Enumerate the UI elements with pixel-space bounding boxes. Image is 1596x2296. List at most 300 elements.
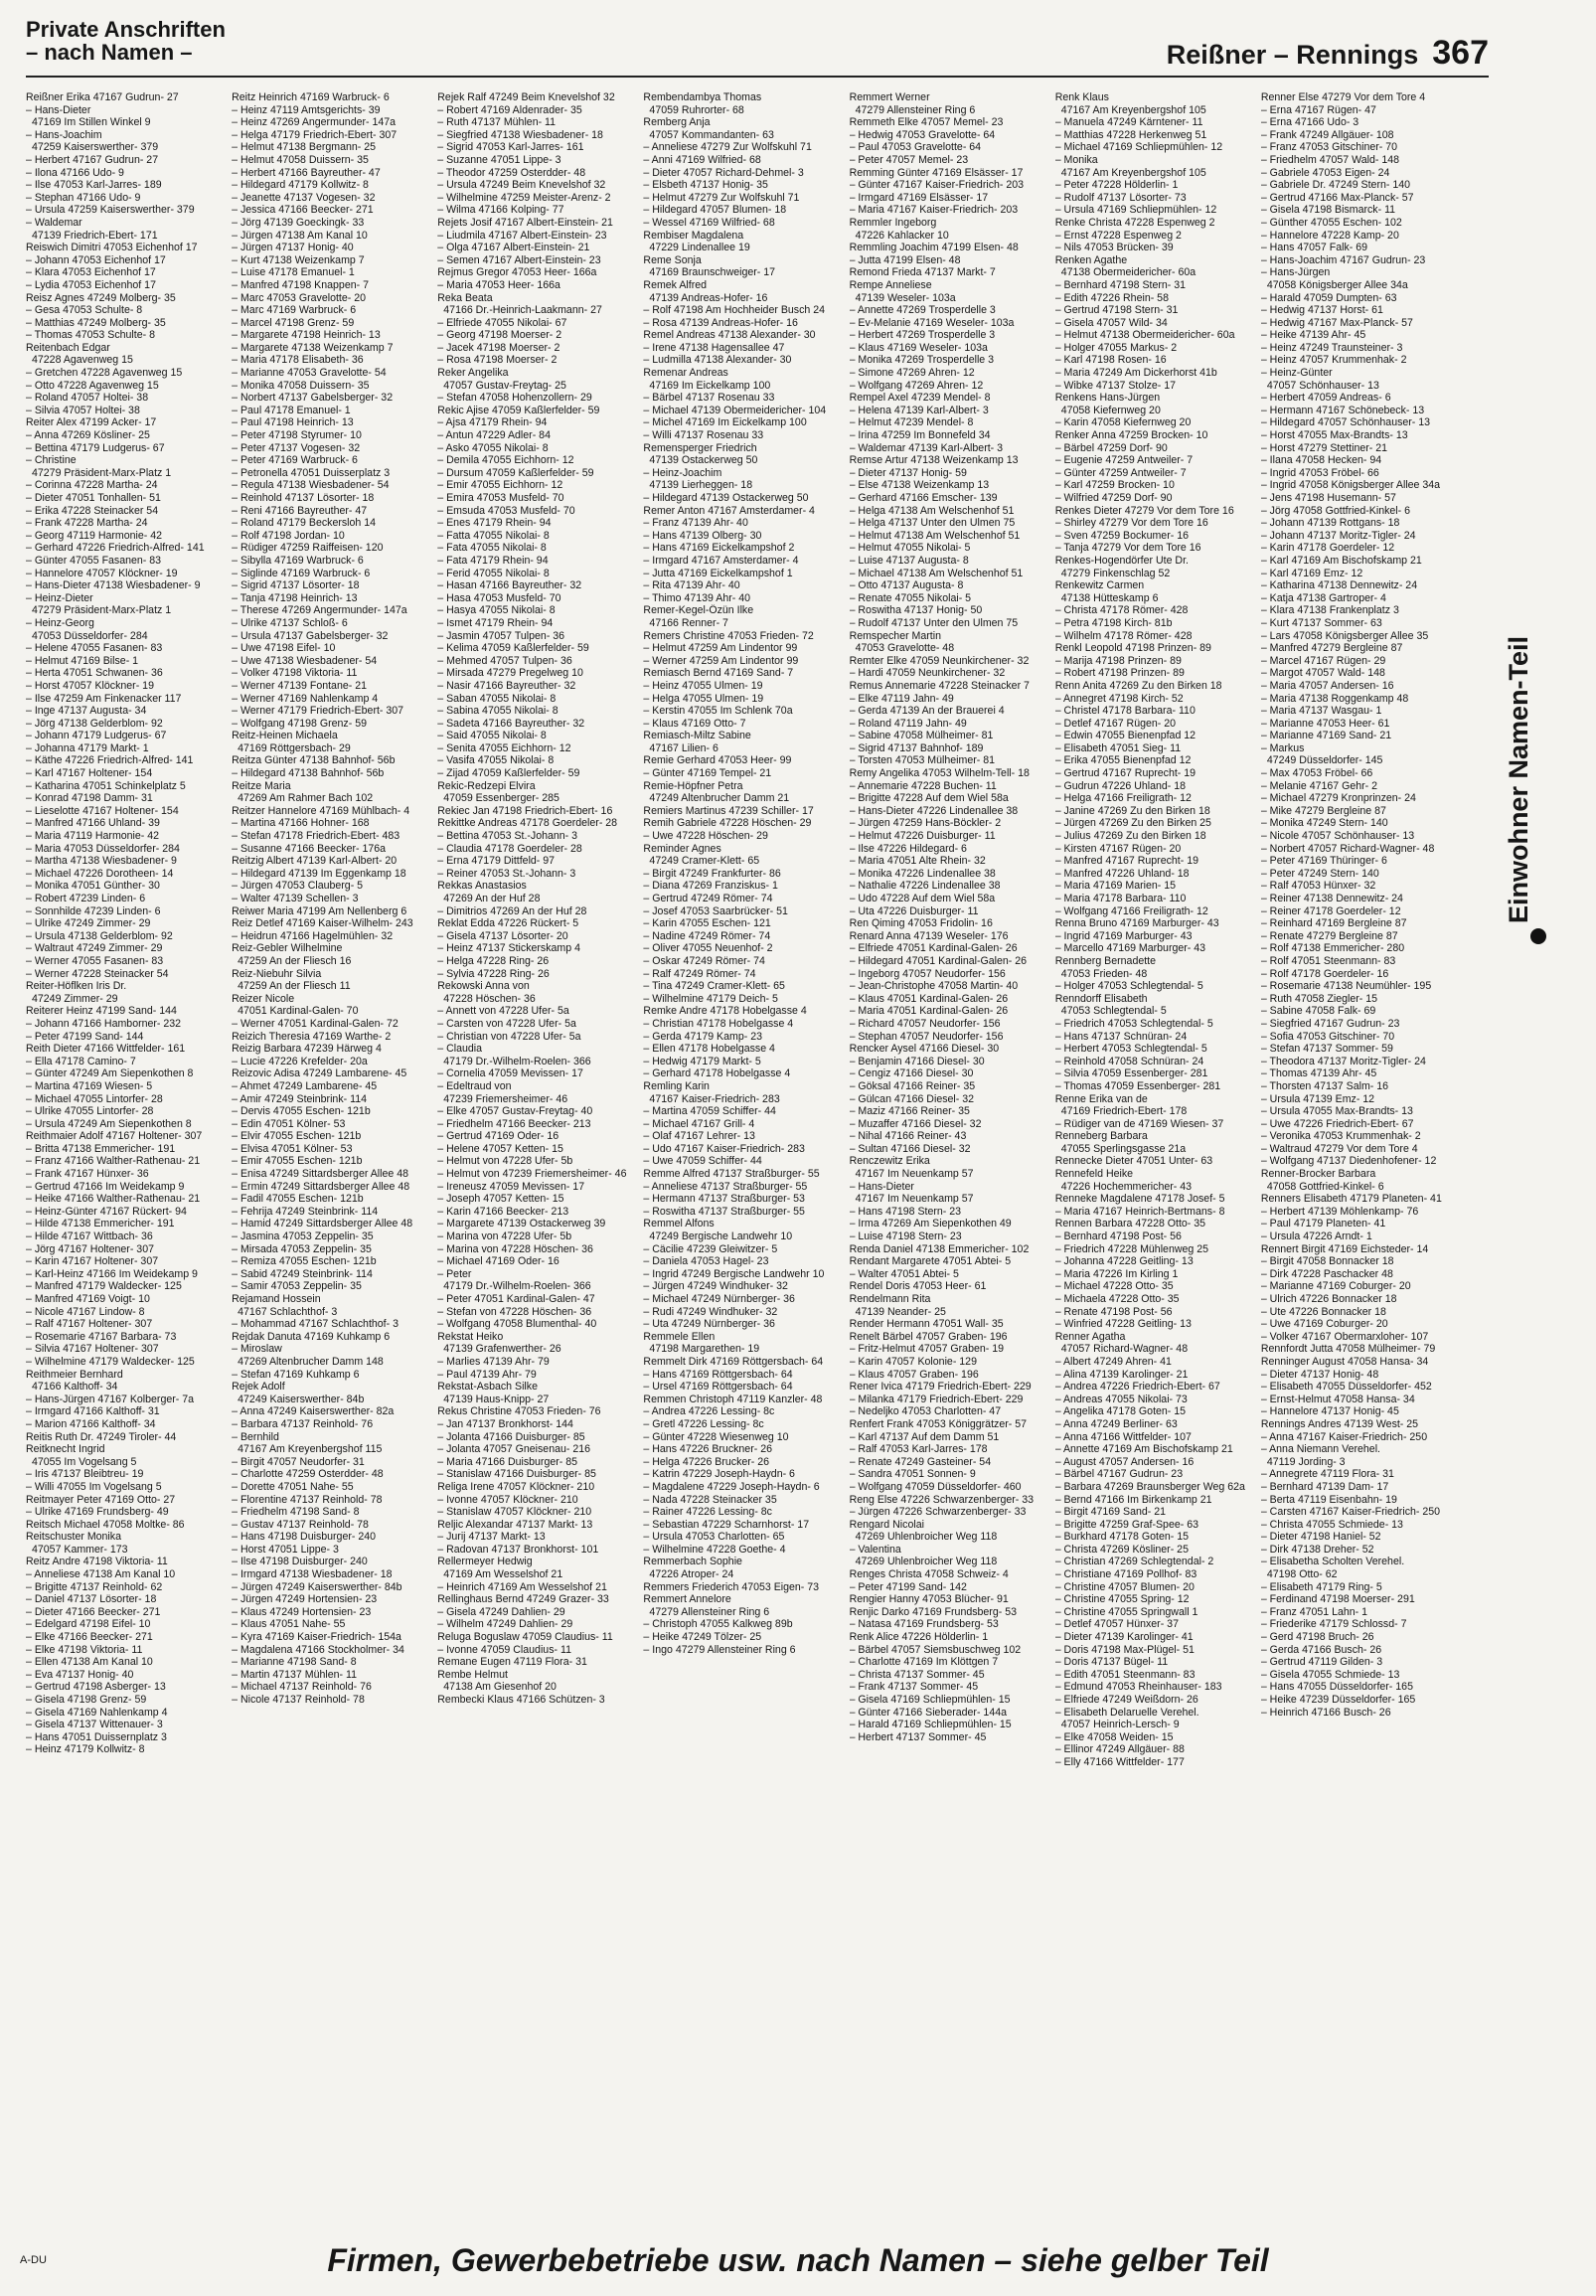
directory-entry: – Maria 47138 Roggenkamp 48 [1260,692,1409,705]
directory-entry: – Werner 47179 Friedrich-Ebert- 307 [232,705,404,718]
directory-entry: – Jutta 47169 Eickelkampshof 1 [643,567,793,579]
directory-entry: – Demila 47055 Eichhorn- 12 [437,454,574,467]
directory-entry: – Elvir 47055 Eschen- 121b [232,1130,362,1143]
directory-entry: – Rudi 47249 Windhuker- 32 [643,1305,778,1318]
directory-entry: – Frank 47228 Martha- 24 [26,517,148,530]
directory-entry: – Johanna 47228 Geitling- 13 [1054,1255,1194,1268]
directory-entry: – Zijad 47059 Kaßlerfelder- 59 [437,767,580,780]
directory-entry: – Nada 47228 Steinacker 35 [643,1493,777,1506]
directory-entry: 47167 Lilien- 6 [649,741,718,754]
directory-entry: – Herbert 47269 Trosperdelle 3 [849,329,996,342]
directory-entry: – Marina von 47228 Höschen- 36 [437,1242,593,1255]
directory-entry: – Barbara 47137 Reinhold- 76 [232,1417,374,1430]
directory-entry: – Miroslaw [232,1343,282,1356]
directory-entry: – Wessel 47169 Wilfried- 68 [643,216,775,229]
footer-note: Firmen, Gewerbebetriebe usw. nach Namen – siehe gelber Teil [327,2242,1269,2278]
directory-entry: 47167 Schlachthof- 3 [238,1305,338,1318]
directory-entry: – Ursula 47138 Gelderblom- 92 [26,929,173,942]
directory-entry: – Thomas 47139 Ahr- 45 [1260,1067,1377,1080]
directory-entry: – Gertrud 47166 Im Weidekamp 9 [26,1180,185,1193]
directory-entry: – Sofia 47053 Gitschiner- 70 [1260,1030,1395,1043]
directory-entry: – Renate 47249 Gasteiner- 54 [849,1455,992,1468]
directory-entry: – Fata 47055 Nikolai- 8 [437,542,547,555]
directory-entry: 47249 Düsseldorfer- 145 [1266,754,1383,767]
directory-entry: – Ursula 47226 Arndt- 1 [1260,1230,1372,1243]
directory-entry: – Dirk 47138 Dreher- 52 [1260,1543,1374,1556]
directory-entry: – Jörg 47138 Gelderblom- 92 [26,717,163,730]
directory-entry: – Wolfgang 47058 Blumenthal- 40 [437,1318,597,1331]
directory-entry: – Inge 47137 Augusta- 34 [26,705,147,718]
directory-entry: – Edeltraud von [437,1079,512,1092]
directory-entry: Renfert Frank 47053 Königgrätzer- 57 [849,1417,1027,1430]
directory-entry: – Wilhelmine 47179 Waldecker- 125 [26,1355,195,1368]
directory-entry: Reitz-Heinen Michaela [232,730,338,742]
directory-entry: – Gerhard 47178 Hobelgasse 4 [643,1067,791,1080]
directory-entry: – Andrea 47226 Lessing- 8c [643,1405,775,1418]
directory-entry: – Birgit 47057 Neudorfer- 31 [232,1455,365,1468]
directory-entry: – Charlotte 47259 Osterdder- 48 [232,1468,384,1481]
directory-entry: – Tanja 47279 Vor dem Tore 16 [1054,542,1201,555]
directory-entry: – Jacek 47198 Moerser- 2 [437,341,560,354]
directory-entry: – Heinz 47057 Krummenhak- 2 [1260,354,1407,367]
directory-entry: – Hilde 47167 Wittbach- 36 [26,1230,153,1243]
directory-entry: – Sadeta 47166 Bayreuther- 32 [437,717,585,730]
directory-entry: Reker Angelika [437,367,509,380]
directory-entry: – Max 47053 Fröbel- 66 [1260,767,1373,780]
directory-column [1055,91,1251,2159]
directory-entry: 47269 Am Rahmer Bach 102 [238,792,374,805]
directory-entry: 47058 Gottfried-Kinkel- 6 [1266,1180,1384,1193]
directory-entry: – Werner 47228 Steinacker 54 [26,967,169,980]
directory-entry: 47169 Im Eickelkamp 100 [649,379,771,392]
directory-entry: – Herbert 47167 Gudrun- 27 [26,153,159,166]
directory-entry: 47259 An der Fliesch 16 [238,954,352,967]
directory-entry: – Richard 47057 Neudorfer- 156 [849,1017,1001,1030]
directory-entry: – Heike 47166 Walther-Rathenau- 21 [26,1193,201,1206]
directory-entry: – Renate 47055 Nikolai- 5 [849,591,972,604]
directory-entry: Reith Dieter 47166 Wittfelder- 161 [26,1043,186,1056]
directory-entry: – Heinz-Joachim [643,466,722,479]
directory-entry: – Monika 47249 Stern- 140 [1260,817,1388,830]
directory-entry: – Antun 47229 Adler- 84 [437,429,551,442]
directory-entry: – Christian 47269 Schlegtendal- 2 [1054,1556,1214,1568]
directory-entry: – Benjamin 47166 Diesel- 30 [849,1055,985,1067]
directory-entry: – Edelgard 47198 Eifel- 10 [26,1618,151,1631]
directory-entry: – Annette 47269 Trosperdelle 3 [849,304,996,317]
directory-entry: Reitze Maria [232,779,291,792]
directory-entry: Reizovic Adisa 47249 Lambarene- 45 [232,1067,407,1080]
directory-entry: – Uwe 47228 Höschen- 29 [643,830,768,843]
directory-entry: – Eugenie 47259 Antweiler- 7 [1054,454,1194,467]
directory-entry: – Jutta 47199 Elsen- 48 [849,253,961,266]
directory-entry: 47279 Allensteiner Ring 6 [649,1605,770,1618]
directory-entry: – Karin 47178 Goerdeler- 12 [1260,542,1395,555]
directory-entry: Remmeth Elke 47057 Memel- 23 [849,116,1004,129]
directory-entry: – Johann 47139 Rottgans- 18 [1260,517,1400,530]
name-range: Reißner – Rennings [1166,40,1419,70]
directory-entry: – Magdalena 47166 Stockholmer- 34 [232,1643,404,1656]
directory-entry: – Dervis 47055 Eschen- 121b [232,1105,371,1118]
directory-entry: – Cengiz 47166 Diesel- 30 [849,1067,974,1080]
directory-entry: – Jasmina 47053 Zeppelin- 35 [232,1230,374,1243]
directory-entry: – Norbert 47057 Richard-Wagner- 48 [1260,842,1435,855]
directory-entry: – Elke 47058 Weiden- 15 [1054,1730,1174,1743]
directory-entry: – Rudolf 47137 Unter den Ulmen 75 [849,616,1019,629]
directory-entry: – Uwe 47138 Wiesbadener- 54 [232,654,378,667]
directory-entry: Renk Klaus [1054,91,1109,103]
directory-entry: – Edmund 47053 Rheinhauser- 183 [1054,1681,1222,1694]
directory-entry: – Ismet 47179 Rhein- 94 [437,616,554,629]
directory-entry: – Gerhard 47226 Friedrich-Alfred- 141 [26,542,205,555]
directory-entry: – Hans-Jürgen 47167 Kolberger- 7a [26,1393,195,1405]
directory-entry: – Heinz-Günter 47167 Rückert- 94 [26,1205,187,1218]
directory-entry: – Ev-Melanie 47169 Weseler- 103a [849,316,1015,329]
directory-entry: – Martina 47059 Schiffer- 44 [643,1105,776,1118]
directory-entry: – Erika 47055 Bienenpfad 12 [1054,754,1192,767]
directory-entry: Reitz Heinrich 47169 Warbruck- 6 [232,91,390,103]
directory-entry: – Wolfgang 47198 Grenz- 59 [232,717,367,730]
directory-entry: – Peter 47169 Thüringer- 6 [1260,855,1387,868]
directory-entry: 47249 Zimmer- 29 [32,992,118,1005]
directory-entry: – Norbert 47137 Gabelsberger- 32 [232,392,394,405]
directory-entry: Rembendambya Thomas [643,91,762,103]
directory-entry: – Maria 47167 Kaiser-Friedrich- 203 [849,204,1019,217]
directory-entry: – Hasan 47166 Bayreuther- 32 [437,579,582,592]
directory-entry: – Ferdinand 47198 Moerser- 291 [1260,1593,1415,1606]
directory-entry: Rendel Doris 47053 Heer- 61 [849,1280,987,1293]
directory-entry: – Muzaffer 47166 Diesel- 32 [849,1117,982,1130]
directory-entry: – Anna 47269 Kösliner- 25 [26,429,150,442]
directory-entry: – Katja 47138 Gartroper- 4 [1260,591,1386,604]
directory-entry: – Charlotte 47169 Im Klöttgen 7 [849,1656,999,1669]
directory-entry: – Margarete 47198 Heinrich- 13 [232,329,381,342]
directory-entry: – Martin 47137 Mühlen- 11 [232,1668,357,1681]
directory-entry: – Jan 47137 Bronkhorst- 144 [437,1417,573,1430]
directory-entry: – Gisela 47169 Schliepmühlen- 15 [849,1694,1011,1706]
directory-entry: – Roland 47119 Jahn- 49 [849,717,967,730]
directory-entry: – Kelima 47059 Kaßlerfelder- 59 [437,642,589,655]
directory-entry: – Helmut 47055 Nikolai- 5 [849,542,971,555]
directory-entry: – Klaus 47169 Weseler- 103a [849,341,988,354]
directory-entry: 47198 Margarethen- 19 [649,1343,760,1356]
directory-entry: – Hedwig 47167 Max-Planck- 57 [1260,316,1413,329]
side-tab-dot-icon [1530,928,1546,944]
directory-entry: 47139 Grafenwerther- 26 [443,1343,561,1356]
directory-entry: – Hans 47051 Duissernplatz 3 [26,1730,167,1743]
directory-entry: – Karin 47166 Beecker- 213 [437,1205,569,1218]
directory-entry: Reiter-Höflken Iris Dr. [26,980,127,993]
directory-entry: – Annemarie 47228 Buchen- 11 [849,779,997,792]
directory-entry: 47057 Heinrich-Lersch- 9 [1060,1719,1180,1731]
directory-entry: – Jürgen 47249 Windhuker- 32 [643,1280,788,1293]
directory-entry: – Rolf 47178 Goerdeler- 16 [1260,967,1389,980]
directory-entry: 47167 Im Neuenkamp 57 [855,1168,974,1181]
directory-entry: – Rüdiger van de 47169 Wiesen- 37 [1054,1117,1224,1130]
directory-entry: – Michael 47139 Obermeidericher- 104 [643,404,827,416]
directory-entry: 47239 Friemersheimer- 46 [443,1092,568,1105]
directory-entry: – Margot 47057 Wald- 148 [1260,667,1385,680]
directory-entry: 47179 Dr.-Wilhelm-Roelen- 366 [443,1280,591,1293]
directory-entry: – Manfred 47179 Waldecker- 125 [26,1280,182,1293]
directory-entry: 47229 Lindenallee 19 [649,242,750,254]
directory-entry: Renken Agathe [1054,253,1128,266]
directory-entry: – Robert 47198 Prinzen- 89 [1054,667,1185,680]
directory-entry: – Rita 47139 Ahr- 40 [643,579,740,592]
directory-entry: Rekstat-Asbach Silke [437,1381,538,1394]
directory-entry: – Anneliese 47279 Zur Wolfskuhl 71 [643,141,812,154]
directory-entry: – Irma 47269 Am Siepenkothen 49 [849,1218,1012,1230]
directory-entry: – Ellinor 47249 Allgäuer- 88 [1054,1743,1185,1756]
directory-entry: – Franz 47139 Ahr- 40 [643,517,748,530]
directory-entry: – Gretchen 47228 Agavenweg 15 [26,367,183,380]
directory-entry: – Ellen 47138 Am Kanal 10 [26,1656,153,1669]
directory-entry: – Mohammad 47167 Schlachthof- 3 [232,1318,399,1331]
directory-entry: – Werner 47139 Fontane- 21 [232,679,367,692]
directory-entry: – Gisela 47198 Bismarck- 11 [1260,204,1396,217]
directory-entry: – Horst 47279 Stettiner- 21 [1260,441,1388,454]
directory-entry: – Rolf 47198 Jordan- 10 [232,529,345,542]
directory-entry: 47057 Gustav-Freytag- 25 [443,379,566,392]
directory-entry: – Marc 47053 Gravelotte- 20 [232,291,366,304]
directory-entry: – Stanislaw 47166 Duisburger- 85 [437,1468,596,1481]
directory-entry: – Helga 47055 Ulmen- 19 [643,692,764,705]
directory-entry: 47053 Frieden- 48 [1060,967,1148,980]
directory-entry: – Heinz 47055 Ulmen- 19 [643,679,763,692]
directory-entry: – Ralf 47053 Hünxer- 32 [1260,880,1376,893]
directory-entry: – Waltraud 47279 Vor dem Tore 4 [1260,1142,1418,1155]
directory-entry: – Stefan 47137 Sommer- 59 [1260,1043,1393,1056]
directory-entry: – Ludmilla 47138 Alexander- 30 [643,354,792,367]
directory-entry: – Annegret 47198 Kirch- 52 [1054,692,1184,705]
directory-entry: – Brigitte 47259 Graf-Spee- 63 [1054,1518,1198,1531]
directory-entry: – Ulrike 47137 Schloß- 6 [232,616,348,629]
directory-entry: – Therese 47269 Angermunder- 147a [232,604,407,617]
directory-entry: Remmert Annelore [643,1593,731,1606]
directory-entry: Reitz Andre 47198 Viktoria- 11 [26,1556,168,1568]
directory-entry: – Wolfgang 47269 Ahren- 12 [849,379,984,392]
directory-entry: – Frank 47137 Sommer- 45 [849,1681,979,1694]
footer-code: A-DU [20,2254,47,2266]
directory-entry: – Marcello 47169 Marburger- 43 [1054,942,1206,955]
directory-entry: – Hans 47139 Olberg- 30 [643,529,762,542]
directory-entry: – Wibke 47137 Stolze- 17 [1054,379,1177,392]
directory-entry: – Bettina 47179 Ludgerus- 67 [26,441,165,454]
directory-entry: Renneke Magdalene 47178 Josef- 5 [1054,1193,1225,1206]
directory-entry: 47167 Am Kreyenbergshof 115 [238,1443,383,1456]
directory-entry: – Ellen 47178 Hobelgasse 4 [643,1043,775,1056]
directory-entry: – Enes 47179 Rhein- 94 [437,517,552,530]
directory-entry: Remmerbach Sophie [643,1556,742,1568]
directory-entry: – Jürgen 47053 Clauberg- 5 [232,880,364,893]
directory-entry: – Ireneusz 47059 Mevissen- 17 [437,1180,585,1193]
directory-column [437,91,633,2159]
directory-entry: – Maria 47051 Alte Rhein- 32 [849,855,986,868]
directory-entry: – Helga 47226 Brucker- 26 [643,1455,770,1468]
directory-entry: – Otto 47137 Augusta- 8 [849,579,964,592]
directory-entry: Remenar Andreas [643,367,728,380]
directory-entry: – Fatta 47055 Nikolai- 8 [437,529,550,542]
directory-entry: – Amir 47249 Steinbrink- 114 [232,1092,367,1105]
directory-entry: – Ingrid 47058 Königsberger Allee 34a [1260,479,1441,492]
directory-entry: – Helmut 47169 Bilse- 1 [26,654,139,667]
directory-entry: – Irmgard 47167 Amsterdamer- 4 [643,554,799,567]
directory-entry: Rellinghaus Bernd 47249 Grazer- 33 [437,1593,609,1606]
directory-entry: – Roswitha 47137 Straßburger- 55 [643,1205,805,1218]
directory-entry: – Ingrid 47249 Bergische Landwehr 10 [643,1267,825,1280]
directory-entry: – Waltraut 47249 Zimmer- 29 [26,942,163,955]
directory-entry: – Anneliese 47138 Am Kanal 10 [26,1568,176,1581]
directory-entry: – Friedhelm 47057 Wald- 148 [1260,153,1400,166]
directory-entry: Rekowski Anna von [437,980,530,993]
directory-entry: – Fritz-Helmut 47057 Graben- 19 [849,1343,1005,1356]
directory-entry: – Karl 47167 Holtener- 154 [26,767,153,780]
directory-entry: – Christine 47055 Springwall 1 [1054,1605,1198,1618]
directory-entry: 47226 Kahlacker 10 [855,229,949,242]
directory-entry: – Ulrike 47249 Zimmer- 29 [26,917,151,930]
directory-entry: – Marcel 47198 Grenz- 59 [232,316,355,329]
directory-entry: – Udo 47228 Auf dem Wiel 58a [849,893,996,904]
directory-entry: – Helmut 47279 Zur Wolfskuhl 71 [643,191,800,204]
directory-entry: – Ernst 47228 Espenweg 2 [1054,229,1182,242]
directory-entry: – Friedrich 47053 Schlegtendal- 5 [1054,1017,1213,1030]
directory-entry: Rekittke Andreas 47178 Goerdeler- 28 [437,817,618,830]
directory-entry: – Angelika 47178 Goten- 15 [1054,1405,1187,1418]
directory-entry: – Herbert 47137 Sommer- 45 [849,1730,987,1743]
directory-entry: 47228 Höschen- 36 [443,992,536,1005]
directory-entry: – Heinz-Günter [1260,367,1333,380]
directory-entry: – Hans 47137 Schnüran- 24 [1054,1030,1188,1043]
directory-entry: – Ilse 47053 Karl-Jarres- 189 [26,179,162,192]
directory-entry: – Hasya 47055 Nikolai- 8 [437,604,556,617]
directory-entry: – Oskar 47249 Römer- 74 [643,954,765,967]
directory-entry: – Gustav 47137 Reinhold- 78 [232,1518,369,1531]
directory-entry: – Maria 47057 Andersen- 16 [1260,679,1394,692]
directory-entry: – Claudia 47178 Goerdeler- 28 [437,842,582,855]
directory-entry: – Christel 47178 Barbara- 110 [1054,705,1196,718]
directory-entry: – Friedhelm 47166 Beecker- 213 [437,1117,591,1130]
directory-entry: – Werner 47051 Kardinal-Galen- 72 [232,1017,399,1030]
directory-entry: Renke Christa 47228 Espenweg 2 [1054,216,1215,229]
directory-entry: 47139 Neander- 25 [855,1305,946,1318]
directory-entry: – Udo 47167 Kaiser-Friedrich- 283 [643,1142,805,1155]
directory-entry: – Irina 47259 Im Bonnefeld 34 [849,429,991,442]
directory-entry: – Kurt 47138 Weizenkamp 7 [232,253,365,266]
directory-entry: Reitsch Michael 47058 Moltke- 86 [26,1518,185,1531]
directory-entry: Ren Qiming 47053 Fridolin- 16 [849,917,993,930]
directory-entry: – Gerhard 47166 Emscher- 139 [849,492,998,504]
directory-entry: – Jürgen 47259 Hans-Böckler- 2 [849,817,1002,830]
directory-entry: – Elke 47198 Viktoria- 11 [26,1643,143,1656]
directory-entry: – Hildegard 47139 Im Eggenkamp 18 [232,867,406,880]
directory-entry: – Ingrid 47169 Marburger- 43 [1054,929,1193,942]
directory-entry: – Kyra 47169 Kaiser-Friedrich- 154a [232,1631,401,1644]
directory-entry: – Rudolf 47137 Lösorter- 73 [1054,191,1187,204]
directory-entry: Reizer Nicole [232,992,295,1005]
directory-entry: – Nihal 47166 Reiner- 43 [849,1130,967,1143]
directory-entry: 47139 Ostackerweg 50 [649,454,758,467]
directory-entry: – Michael 47137 Reinhold- 76 [232,1681,372,1694]
directory-entry: – Marlies 47139 Ahr- 79 [437,1355,550,1368]
page-number: 367 [1432,34,1489,72]
directory-entry: 47119 Jording- 3 [1266,1455,1346,1468]
directory-entry: – Klaus 47051 Kardinal-Galen- 26 [849,992,1009,1005]
directory-entry: – Gisela 47055 Schmiede- 13 [1260,1668,1400,1681]
directory-entry: – Frank 47167 Hünxer- 36 [26,1168,149,1181]
directory-entry: – Michael 47279 Kronprinzen- 24 [1260,792,1416,805]
directory-entry: – Thomas 47059 Essenberger- 281 [1054,1079,1221,1092]
directory-entry: – Reni 47166 Bayreuther- 47 [232,504,368,517]
directory-entry: 47058 Königsberger Allee 34a [1266,278,1408,291]
directory-entry: Rengier Hanny 47053 Blücher- 91 [849,1593,1009,1606]
directory-entry: – Simone 47269 Ahren- 12 [849,367,975,380]
directory-entry: – Melanie 47167 Gehr- 2 [1260,779,1378,792]
directory-entry: 47269 An der Huf 28 [443,893,541,904]
directory-entry: – Monika 47051 Günther- 30 [26,880,160,893]
directory-entry: Rendant Margarete 47051 Abtei- 5 [849,1255,1012,1268]
directory-entry: – Irmgard 47169 Elsässer- 17 [849,191,989,204]
directory-entry: Remme Alfred 47137 Straßburger- 55 [643,1168,820,1181]
directory-entry: – Christa 47269 Kösliner- 25 [1054,1543,1189,1556]
directory-entry: – Jolanta 47166 Duisburger- 85 [437,1430,585,1443]
directory-entry: – Birgit 47058 Bonnacker 18 [1260,1255,1394,1268]
directory-entry: – Helene 47055 Fasanen- 83 [26,642,163,655]
directory-entry: – Monika 47058 Duissern- 35 [232,379,370,392]
directory-entry: – Helmut 47138 Am Welschenhof 51 [849,529,1021,542]
directory-entry: – Michael 47169 Schliepmühlen- 12 [1054,141,1223,154]
directory-entry: – Manfred 47226 Uhland- 18 [1054,867,1190,880]
directory-entry: – Uta 47249 Nürnberger- 36 [643,1318,775,1331]
directory-entry: – Helmut 47239 Mendel- 8 [849,416,974,429]
directory-entry: 47057 Kommandanten- 63 [649,128,774,141]
directory-entry: – Gerda 47166 Busch- 26 [1260,1643,1382,1656]
directory-entry: Reithmaier Adolf 47167 Holtener- 307 [26,1130,203,1143]
directory-entry: Remter Elke 47059 Neunkirchener- 32 [849,654,1030,667]
directory-entry: – Karl 47259 Brocken- 10 [1054,479,1175,492]
directory-entry: – Reiner 47178 Goerdeler- 12 [1260,904,1401,917]
directory-entry: – Reiner 47053 St.-Johann- 3 [437,867,576,880]
directory-entry: – Helmut 47226 Duisburger- 11 [849,830,996,843]
directory-entry: 47166 Renner- 7 [649,616,728,629]
directory-entry: 47279 Allensteiner Ring 6 [855,103,976,116]
directory-entry: – Bettina 47053 St.-Johann- 3 [437,830,578,843]
directory-entry: – Volker 47198 Viktoria- 11 [232,667,358,680]
directory-entry: – Heinz 47249 Traunsteiner- 3 [1260,341,1403,354]
directory-entry: – Oliver 47055 Neuenhof- 2 [643,942,773,955]
directory-entry: – Heidrun 47166 Hagelmühlen- 32 [232,929,394,942]
directory-entry: – Christa 47137 Sommer- 45 [849,1668,985,1681]
directory-entry: Rekkas Anastasios [437,880,527,893]
directory-entry: – Rolf 47138 Emmericher- 280 [1260,942,1405,955]
directory-entry: – Emsuda 47053 Musfeld- 70 [437,504,575,517]
directory-entry: – Roswitha 47137 Honig- 50 [849,604,983,617]
directory-entry: – Hans 47169 Eickelkampshof 2 [643,542,795,555]
directory-entry: – Lydia 47053 Eichenhof 17 [26,278,156,291]
directory-entry: Reiswich Dimitri 47053 Eichenhof 17 [26,242,198,254]
directory-entry: Reithmeier Bernhard [26,1368,123,1381]
directory-entry: Reisz Agnes 47249 Molberg- 35 [26,291,176,304]
directory-entry: – Uwe 47169 Coburger- 20 [1260,1318,1388,1331]
directory-entry: – Ilse 47259 Am Finkenacker 117 [26,692,182,705]
directory-entry: 47058 Kiefernweg 20 [1060,404,1161,416]
section-title: Private Anschriften [26,17,226,42]
directory-entry: – Cornelia 47059 Mevissen- 17 [437,1067,583,1080]
directory-entry: – Dieter 47198 Haniel- 52 [1260,1531,1381,1544]
directory-entry: Reizig Barbara 47239 Härweg 4 [232,1043,382,1056]
directory-entry: – Winfried 47228 Geitling- 13 [1054,1318,1192,1331]
directory-entry: – Stefan 47178 Friedrich-Ebert- 483 [232,830,400,843]
directory-entry: – Burkhard 47178 Goten- 15 [1054,1531,1189,1544]
directory-entry: – Ivonne 47059 Claudius- 11 [437,1643,571,1656]
